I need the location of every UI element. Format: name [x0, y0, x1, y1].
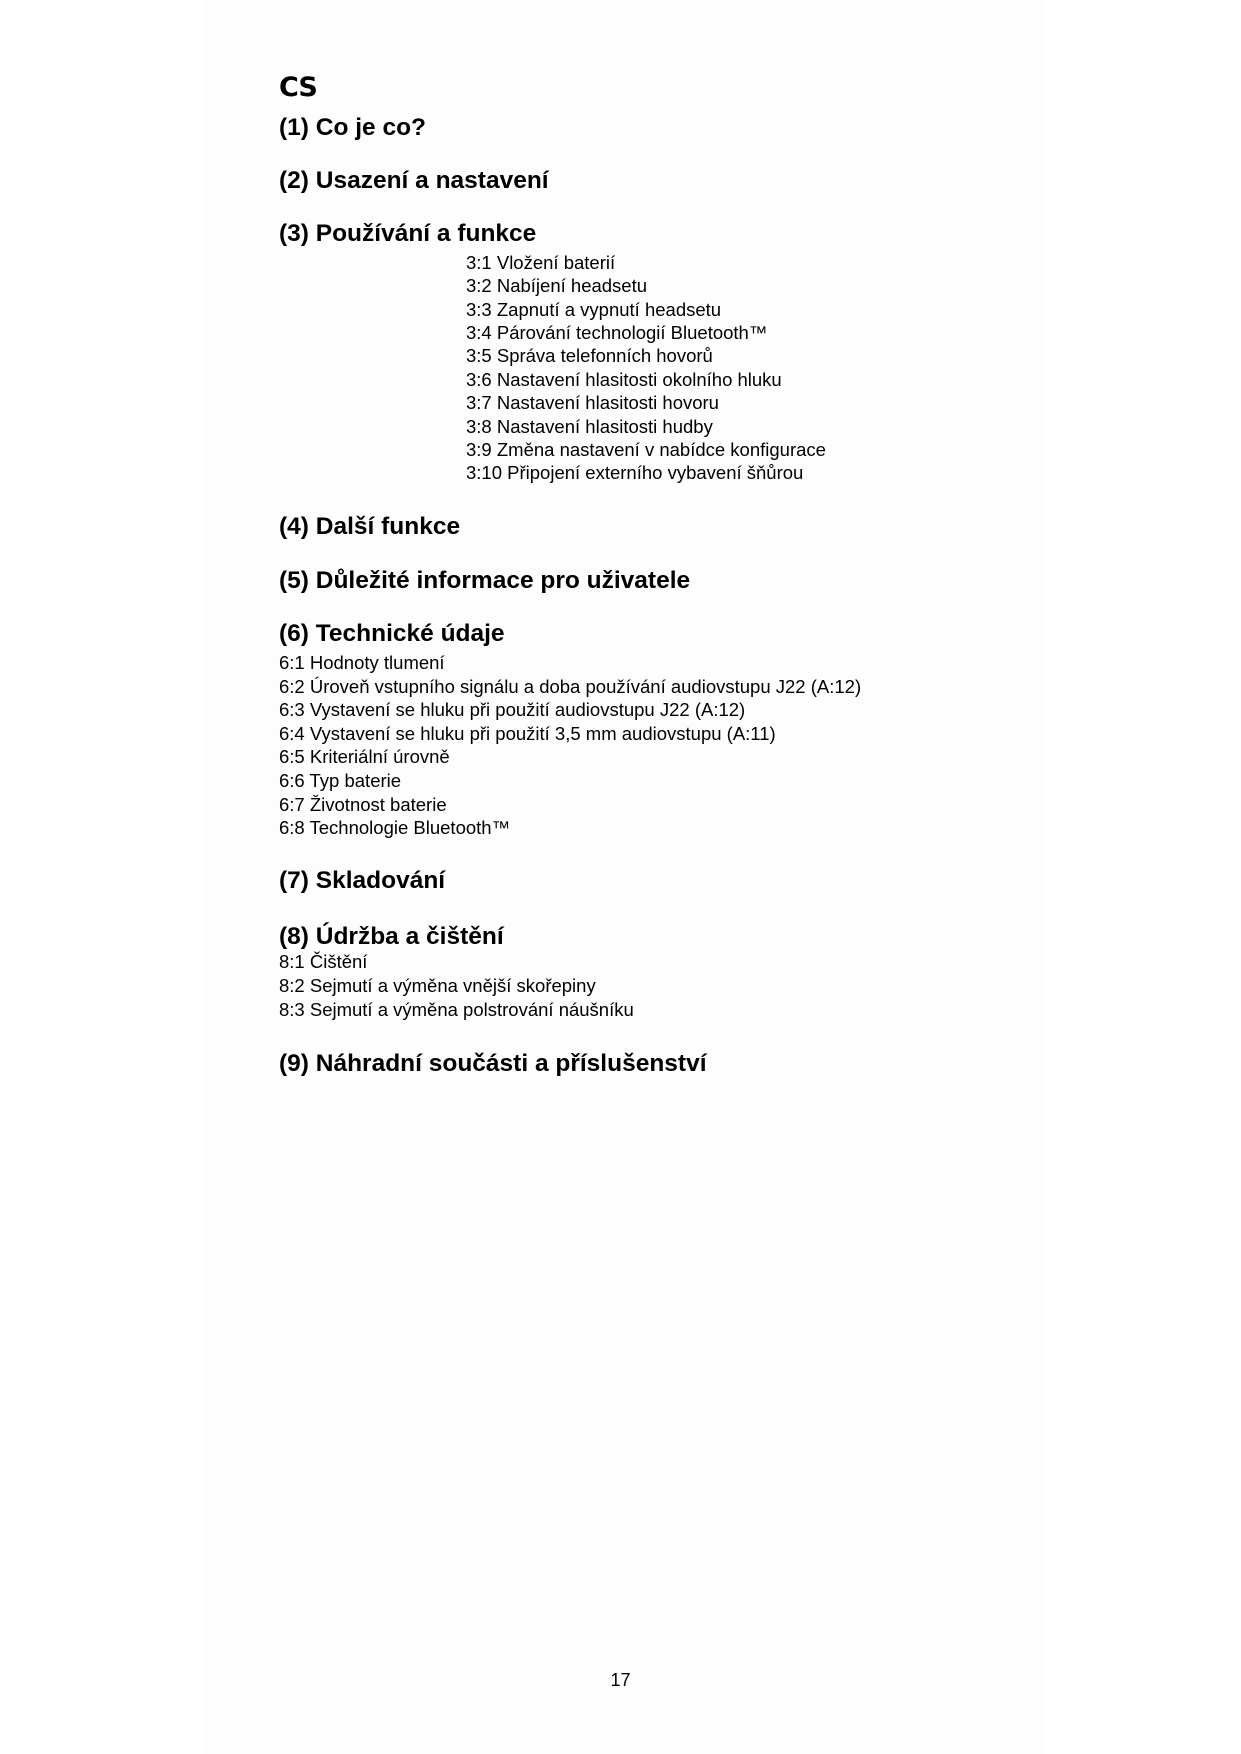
toc-item-6-6: 6:6 Typ baterie — [279, 770, 402, 791]
toc-item-8-1: 8:1 Čištění — [279, 951, 368, 972]
toc-item-6-2: 6:2 Úroveň vstupního signálu a doba používání audiovstupu J22 (A:12) — [279, 676, 862, 697]
section-9-heading: (9) Náhradní součásti a příslušenství — [279, 1050, 707, 1077]
section-4-heading: (4) Další funkce — [279, 513, 461, 540]
toc-item-6-7: 6:7 Životnost baterie — [279, 794, 447, 815]
toc-item-6-3: 6:3 Vystavení se hluku při použití audiovstupu J22 (A:12) — [279, 699, 746, 720]
toc-item-8-2: 8:2 Sejmutí a výměna vnější skořepiny — [279, 975, 596, 996]
toc-item-3-5: 3:5 Správa telefonních hovorů — [466, 345, 713, 366]
toc-item-6-5: 6:5 Kriteriální úrovně — [279, 746, 450, 767]
section-3-heading: (3) Používání a funkce — [279, 220, 537, 247]
section-8-heading: (8) Údržba a čištění — [279, 923, 504, 950]
toc-item-3-1: 3:1 Vložení baterií — [466, 252, 616, 273]
toc-item-3-7: 3:7 Nastavení hlasitosti hovoru — [466, 392, 719, 413]
toc-item-3-8: 3:8 Nastavení hlasitosti hudby — [466, 416, 713, 437]
section-5-heading: (5) Důležité informace pro uživatele — [279, 567, 691, 594]
toc-item-3-10: 3:10 Připojení externího vybavení šňůrou — [466, 462, 804, 483]
toc-item-6-4: 6:4 Vystavení se hluku při použití 3,5 mm audiovstupu (A:11) — [279, 723, 776, 744]
toc-item-8-3: 8:3 Sejmutí a výměna polstrování náušníku — [279, 999, 634, 1020]
page-number: 17 — [610, 1670, 631, 1690]
toc-item-3-9: 3:9 Změna nastavení v nabídce konfigurace — [466, 439, 826, 460]
toc-item-3-3: 3:3 Zapnutí a vypnutí headsetu — [466, 299, 722, 320]
section-1-heading: (1) Co je co? — [279, 114, 427, 141]
toc-item-3-4: 3:4 Párování technologií Bluetooth™ — [466, 322, 768, 343]
toc-item-6-8: 6:8 Technologie Bluetooth™ — [279, 817, 511, 838]
language-code: CS — [279, 72, 317, 103]
toc-item-3-6: 3:6 Nastavení hlasitosti okolního hluku — [466, 369, 782, 390]
section-2-heading: (2) Usazení a nastavení — [279, 167, 549, 194]
section-6-heading: (6) Technické údaje — [279, 620, 505, 647]
section-7-heading: (7) Skladování — [279, 867, 446, 894]
toc-item-3-2: 3:2 Nabíjení headsetu — [466, 275, 648, 296]
toc-item-6-1: 6:1 Hodnoty tlumení — [279, 652, 445, 673]
